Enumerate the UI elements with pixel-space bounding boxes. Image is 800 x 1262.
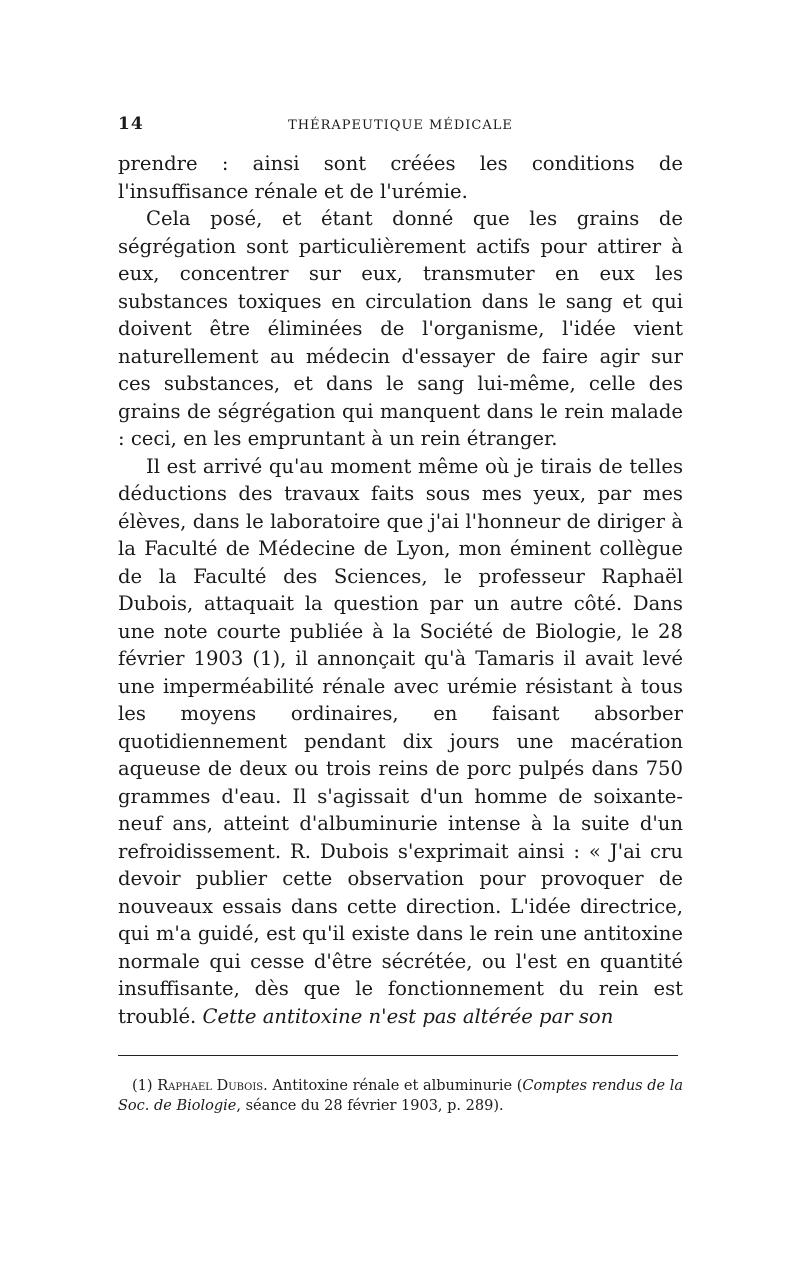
running-head	[118, 110, 683, 140]
paragraph: prendre : ainsi sont créées les conditions de l'insuffisance rénale et de l'urémie.	[118, 152, 683, 203]
footnote-journal: Comptes rendus de la Soc. de Biologie	[118, 1078, 684, 1114]
footnote-marker: (1)	[132, 1078, 153, 1094]
paragraph	[118, 453, 683, 1031]
body-text	[118, 150, 683, 1030]
footnote-text: , séance du 28 février 1903, p. 289).	[236, 1098, 504, 1114]
footnote-text: . Antitoxine rénale et albuminurie (	[263, 1078, 523, 1094]
header-title: THÉRAPEUTIQUE MÉDICALE	[288, 118, 513, 133]
paragraph: Cela posé, et étant donné que les grains de ségrégation sont particulièrement actifs pour attirer à eux, concentrer sur eux, transmuter en eux les substances toxiques en circulation dans le sang et qui doivent être éliminées de l'organisme, l'idée vient naturellement au médecin d'essayer de faire agir sur ces substances, et dans le sang lui-même, celle des grains de ségrégation qui manquent dans le rein malade : ceci, en les empruntant à un rein étranger.	[118, 207, 683, 450]
footnote-rule	[118, 1055, 678, 1056]
paragraph-text: Il est arrivé qu'au moment même où je tirais de telles déductions des travaux faits sous mes yeux, par mes élèves, dans le laboratoire que j'ai l'honneur de diriger à la Faculté de Médecine de Lyon, mon éminent collègue de la Faculté des Sciences, le professeur Raphaël Dubois, attaquait la question par un autre côté. Dans une note courte publiée à la Société de Biologie, le 28 février 1903 (1), il annonçait qu'à Tamaris il avait levé une imperméabilité rénale avec urémie résistant à tous les moyens ordinaires, en faisant absorber quotidiennement pendant dix jours une macération aqueuse de deux ou trois reins de porc pulpés dans 750 grammes d'eau. Il s'agissait d'un homme de soixante-neuf ans, atteint d'albuminurie intense à la suite d'un refroidissement. R. Dubois s'exprimait ainsi : « J'ai cru devoir publier cette observation pour provoquer de nouveaux essais dans cette direction. L'idée directrice, qui m'a guidé, est qu'il existe dans le rein une antitoxine normale qui cesse d'être sécrétée, ou l'est en quantité insuffisante, dès que le fonctionnement du rein est troublé.	[118, 454, 683, 1028]
footnote	[118, 1076, 683, 1116]
italic-quote: Cette antitoxine n'est pas altérée par son	[202, 1004, 614, 1028]
page-number: 14	[118, 114, 144, 134]
book-page	[118, 110, 683, 1116]
footnote-author: Raphael Dubois	[157, 1078, 264, 1094]
